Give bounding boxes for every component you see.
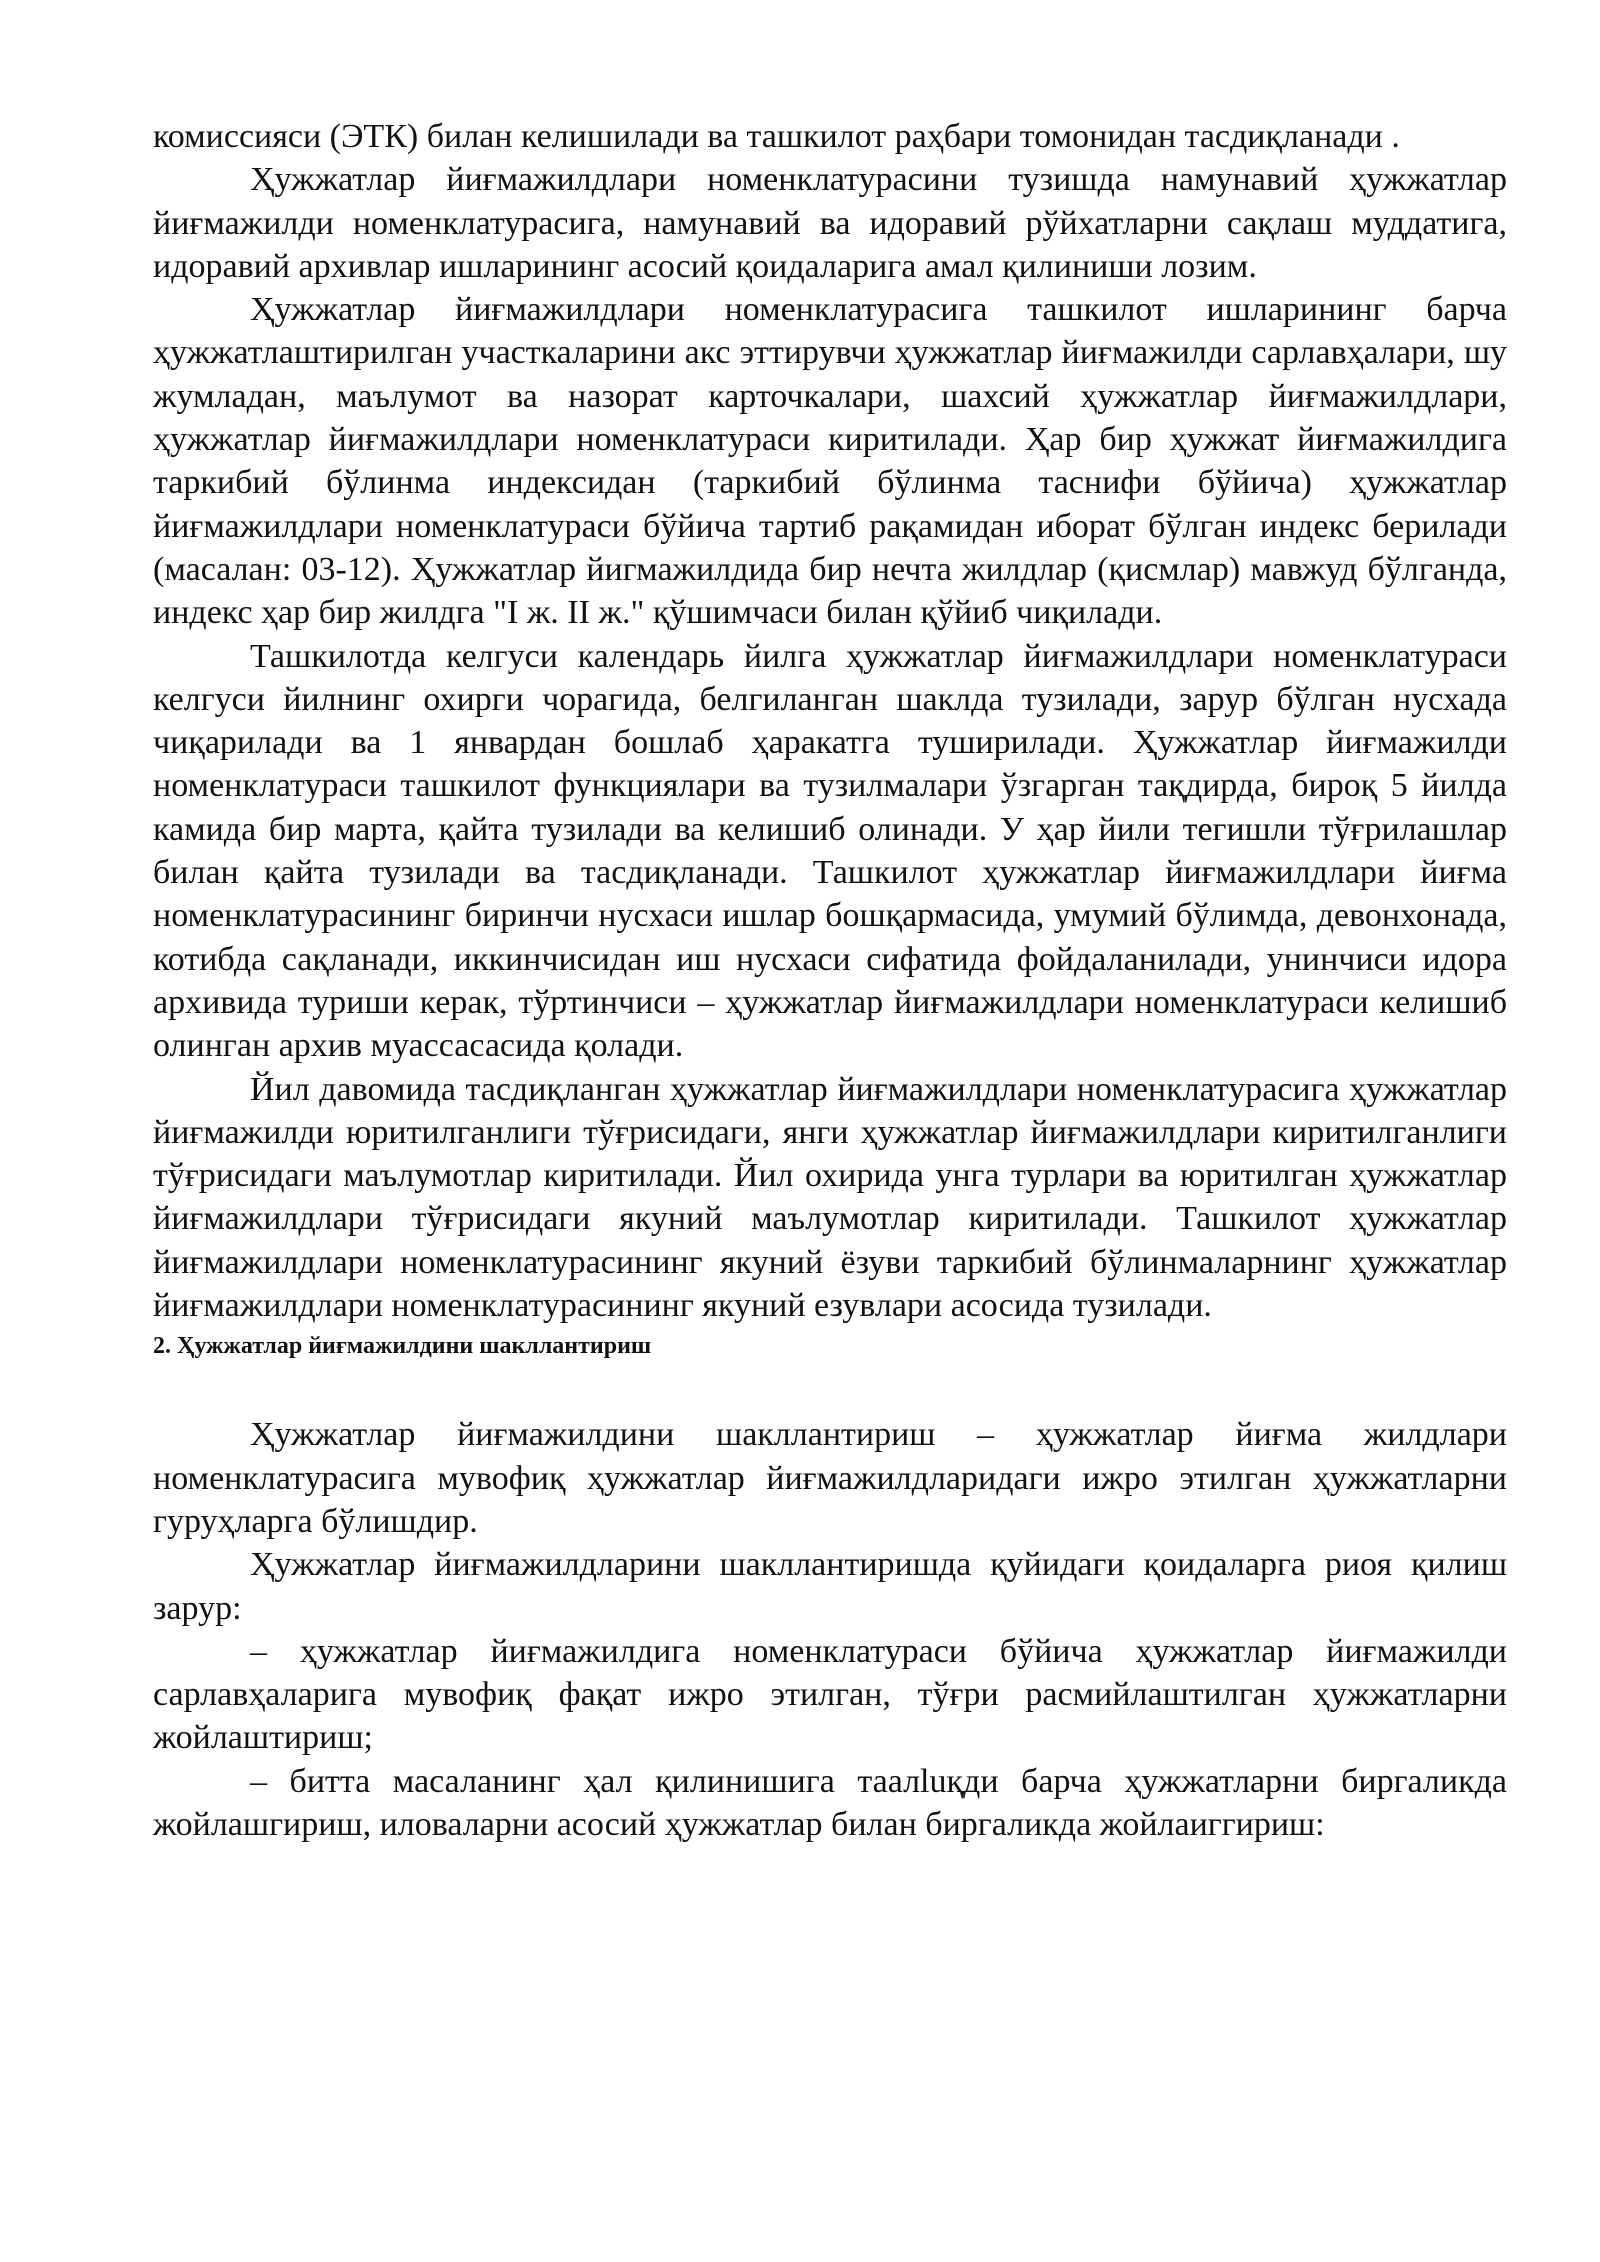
paragraph-nomenclature-updates: Йил давомида тасдиқланган ҳужжатлар йиғмажилдлари номенклатурасига ҳужжатлар йиғмажилди юритилганлиги тўғрисидаги, янги ҳужжатлар йиғмажилдлари киритилганлиги тўғрисидаги маълумотлар киритилади. Йил охирида унга турлари ва юритилган ҳужжатлар йиғмажилдлари тўғрисидаги якуний маълумотлар киритилади. Ташкилот ҳужжатлар йиғмажилдлари номенклатурасининг якуний ёзуви таркибий бўлинмаларнинг ҳужжатлар йиғмажилдлари номенклатурасининг якуний езувлари асосида тузилади. <box>153 1070 1507 1325</box>
section-spacer <box>153 1361 1507 1413</box>
paragraph-nomenclature-rules: Ҳужжатлар йиғмажилдлари номенклатурасини тузишда намунавий ҳужжатлар йиғмажилди номенклатурасига, намунавий ва идоравий рўйхатларни сақлаш муддатига, идоравий архивлар ишларининг асосий қоидаларига амал қилиниши лозим. <box>153 161 1507 285</box>
paragraph-nomenclature-contents: Ҳужжатлар йиғмажилдлари номенклатурасига ташкилот ишларининг барча ҳужжатлаштирилган участкаларини акс эттирувчи ҳужжатлар йиғмажилди сарлавҳалари, шу жумладан, маълумот ва назорат карточкалари, шахсий ҳужжатлар йиғмажилдлари, ҳужжатлар йиғмажилдлари номенклатураси киритилади. Ҳар бир ҳужжат йиғмажилдига таркибий бўлинма индексидан (таркибий бўлинма таснифи бўйича) ҳужжатлар йиғмажилдлари номенклатураси бўйича тартиб рақамидан иборат бўлган индекс берилади (масалан: 03-12). Ҳужжатлар йигмажилдида бир нечта жилдлар (қисмлар) мавжуд бўлганда, индекс ҳар бир жилдга "I ж. II ж." қўшимчаси билан қўйиб чиқилади. <box>153 291 1507 632</box>
paragraph-continuation: комиссияси (ЭТК) билан келишилади ва ташкилот раҳбари томонидан тасдиқланади . <box>153 118 1400 155</box>
document-page <box>153 115 1507 1846</box>
list-item-rule-1: – ҳужжатлар йиғмажилдига номенклатураси бўйича ҳужжатлар йиғмажилди сарлавҳаларига мувофиқ фақат ижро этилган, тўғри расмийлаштилган ҳужжатларни жойлаштириш; <box>153 1632 1507 1757</box>
section-heading: 2. Ҳужжатлар йиғмажилдини шакллантириш <box>153 1333 652 1360</box>
paragraph-nomenclature-schedule: Ташкилотда келгуси календарь йилга ҳужжатлар йиғмажилдлари номенклатураси келгуси йилнинг охирги чорагида, белгиланган шаклда тузилади, зарур бўлган нусхада чиқарилади ва 1 январдан бошлаб ҳаракатга туширилади. Ҳужжатлар йиғмажилди номенклатураси ташкилот функциялари ва тузилмалари ўзгарган тақдирда, бироқ 5 йилда камида бир марта, қайта тузилади ва келишиб олинади. У ҳар йили тегишли тўғрилашлар билан қайта тузилади ва тасдиқланади. Ташкилот ҳужжатлар йиғмажилдлари йиғма номенклатурасининг биринчи нусхаси ишлар бошқармасида, умумий бўлимда, девонхонада, котибда сақланади, иккинчисидан иш нусхаси сифатида фойдаланилади, унинчиси идора архивида туриши керак, тўртинчиси – ҳужжатлар йиғмажилдлари номенклатураси келишиб олинган архив муассасасида қолади. <box>153 637 1507 1065</box>
list-item-rule-2: – битта масаланинг ҳал қилинишига таалluқди барча ҳужжатларни биргаликда жойлашгириш, иловаларни асосий ҳужжатлар билан биргаликда жойлаиггириш: <box>153 1762 1507 1843</box>
paragraph-formation-rules-intro: Ҳужжатлар йиғмажилдларини шакллантиришда қуйидаги қоидаларга риоя қилиш зарур: <box>153 1546 1507 1627</box>
paragraph-formation-definition: Ҳужжатлар йиғмажилдини шакллантириш – ҳужжатлар йиғма жилдлари номенклатурасига мувофиқ ҳужжатлар йиғмажилдларидаги ижро этилган ҳужжатларни гуруҳларга бўлишдир. <box>153 1416 1507 1540</box>
